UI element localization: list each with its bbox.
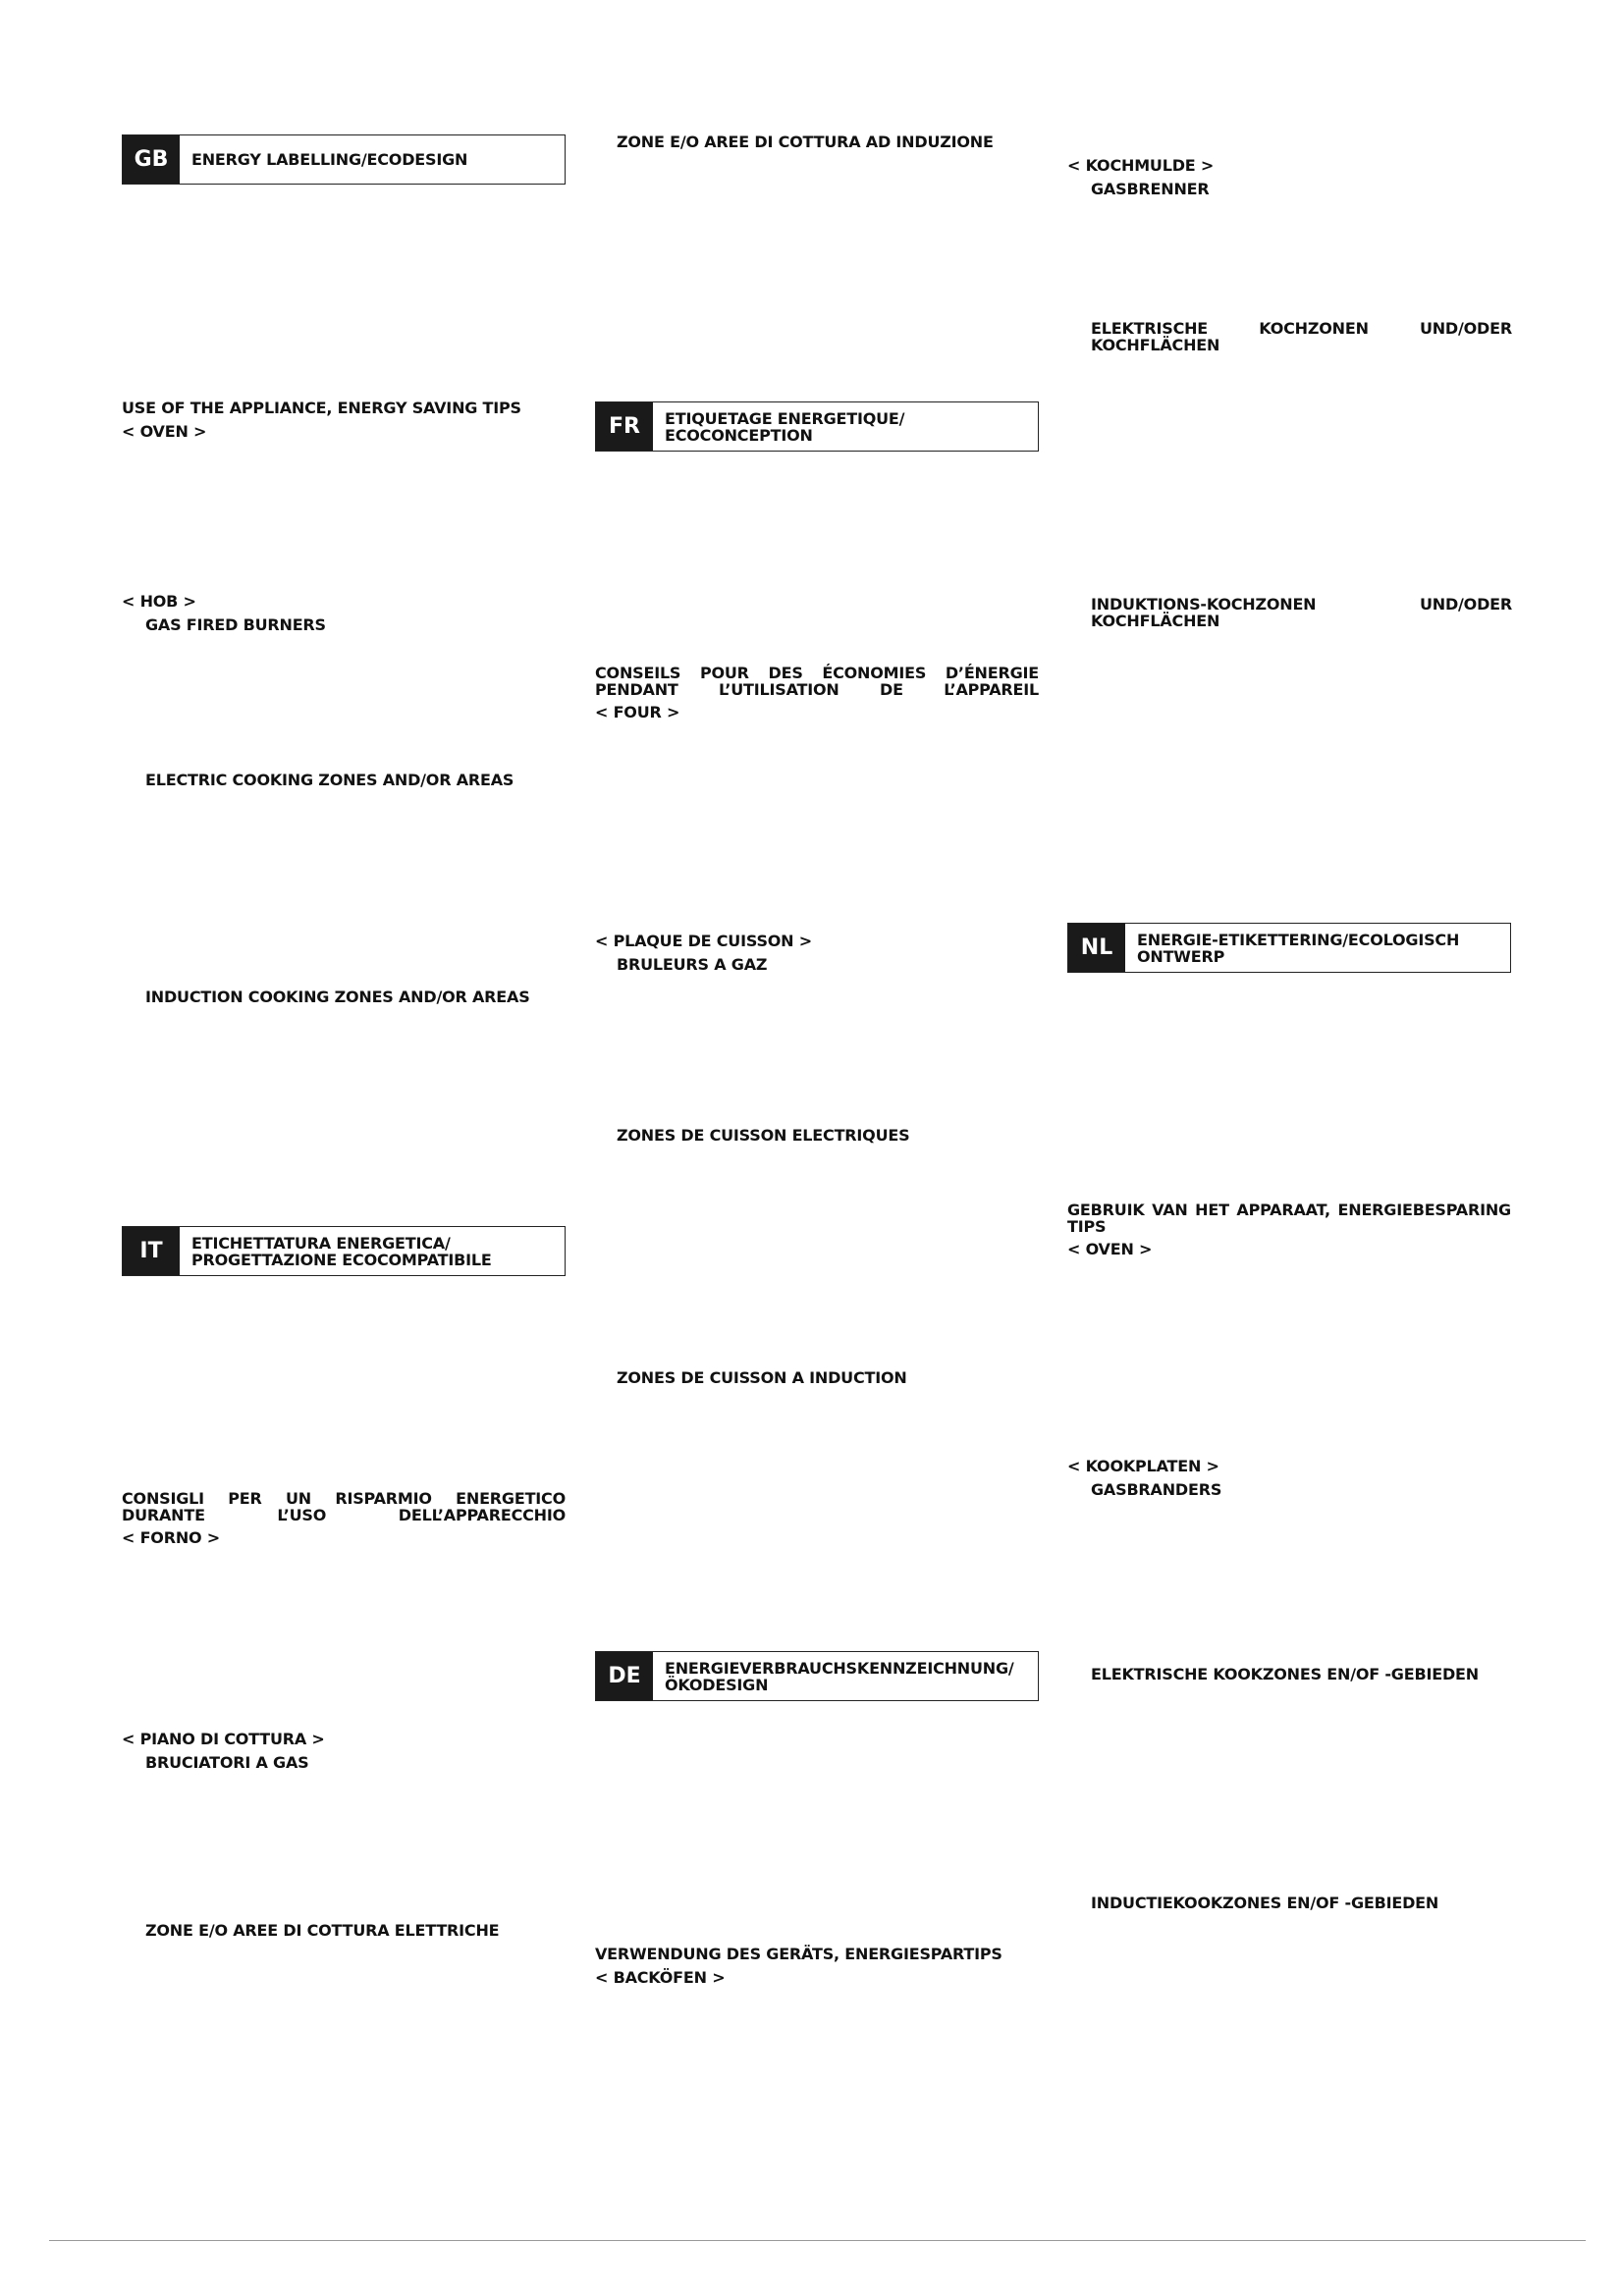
- section-header-fr: [595, 401, 1039, 452]
- language-code-it: IT: [123, 1227, 180, 1275]
- it-oven-label: < FORNO >: [122, 1528, 220, 1547]
- gb-use-tips-heading: USE OF THE APPLIANCE, ENERGY SAVING TIPS: [122, 399, 521, 417]
- gb-hob-label: < HOB >: [122, 592, 196, 611]
- section-header-gb: [122, 134, 566, 185]
- section-title-nl: ENERGIE-ETIKETTERING/ECOLOGISCH ONTWERP: [1137, 930, 1460, 966]
- de-gas-burners: GASBRENNER: [1091, 180, 1210, 198]
- nl-electric-zones: ELEKTRISCHE KOOKZONES EN/OF -GEBIEDEN: [1091, 1665, 1479, 1683]
- nl-induction-zones: INDUCTIEKOOKZONES EN/OF -GEBIEDEN: [1091, 1894, 1439, 1912]
- fr-gas-burners: BRULEURS A GAZ: [617, 955, 768, 974]
- fr-electric-zones: ZONES DE CUISSON ELECTRIQUES: [617, 1126, 910, 1145]
- section-header-de: [595, 1651, 1039, 1701]
- gb-electric-zones: ELECTRIC COOKING ZONES AND/OR AREAS: [145, 771, 514, 789]
- gb-gas-burners: GAS FIRED BURNERS: [145, 615, 326, 634]
- gb-induction-zones: INDUCTION COOKING ZONES AND/OR AREAS: [145, 988, 530, 1006]
- language-code-de: DE: [596, 1652, 653, 1700]
- section-title-gb: ENERGY LABELLING/ECODESIGN: [191, 150, 468, 169]
- language-code-fr: FR: [596, 402, 653, 451]
- section-header-nl: [1067, 923, 1511, 973]
- fr-oven-label: < FOUR >: [595, 703, 680, 721]
- it-induction-zones: ZONE E/O AREE DI COTTURA AD INDUZIONE: [617, 133, 994, 151]
- de-oven-label: < BACKÖFEN >: [595, 1968, 726, 1987]
- it-electric-zones: ZONE E/O AREE DI COTTURA ELETTRICHE: [145, 1921, 500, 1940]
- language-code-nl: NL: [1068, 924, 1125, 972]
- section-header-it: [122, 1226, 566, 1276]
- gb-oven-label: < OVEN >: [122, 422, 207, 441]
- fr-induction-zones: ZONES DE CUISSON A INDUCTION: [617, 1368, 907, 1387]
- de-induction-zones: INDUKTIONS-KOCHZONEN UND/ODER KOCHFLÄCHEN: [1091, 595, 1512, 630]
- nl-use-tips-heading: GEBRUIK VAN HET APPARAAT, ENERGIEBESPARING TIPS: [1067, 1201, 1511, 1236]
- nl-oven-label: < OVEN >: [1067, 1240, 1153, 1258]
- de-electric-zones: ELEKTRISCHE KOCHZONEN UND/ODER KOCHFLÄCHEN: [1091, 319, 1512, 354]
- it-gas-burners: BRUCIATORI A GAS: [145, 1753, 309, 1772]
- de-use-tips-heading: VERWENDUNG DES GERÄTS, ENERGIESPARTIPS: [595, 1945, 1002, 1963]
- nl-gas-burners: GASBRANDERS: [1091, 1480, 1222, 1499]
- section-title-it: ETICHETTATURA ENERGETICA/ PROGETTAZIONE ECOCOMPATIBILE: [191, 1233, 492, 1269]
- language-code-gb: GB: [123, 135, 180, 184]
- section-title-fr: ETIQUETAGE ENERGETIQUE/ ECOCONCEPTION: [665, 408, 905, 445]
- fr-hob-label: < PLAQUE DE CUISSON >: [595, 932, 812, 950]
- it-hob-label: < PIANO DI COTTURA >: [122, 1730, 325, 1748]
- section-title-de: ENERGIEVERBRAUCHSKENNZEICHNUNG/ ÖKODESIGN: [665, 1658, 1014, 1694]
- de-hob-label: < KOCHMULDE >: [1067, 156, 1215, 175]
- footer-divider: [49, 2240, 1586, 2241]
- nl-hob-label: < KOOKPLATEN >: [1067, 1457, 1219, 1475]
- it-energy-tips-heading: CONSIGLI PER UN RISPARMIO ENERGETICO DURANTE L’USO DELL’APPARECCHIO: [122, 1489, 566, 1524]
- fr-energy-tips-heading: CONSEILS POUR DES ÉCONOMIES D’ÉNERGIE PENDANT L’UTILISATION DE L’APPAREIL: [595, 664, 1039, 699]
